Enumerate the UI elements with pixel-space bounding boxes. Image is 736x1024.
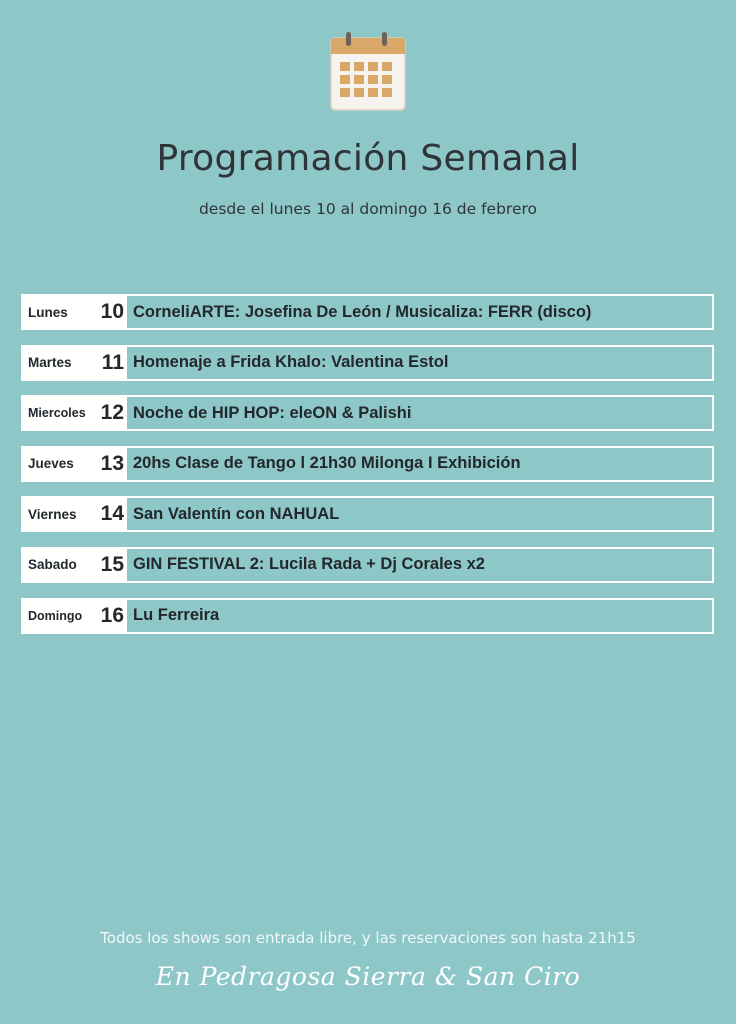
schedule-row-viernes [21, 496, 714, 532]
event-title: Noche de HIP HOP: eleON & Palishi [133, 403, 412, 422]
day-number: 15 [100, 552, 124, 576]
schedule-row-jueves [21, 446, 714, 482]
event-title: Lu Ferreira [133, 606, 220, 625]
day-number: 10 [100, 300, 124, 323]
schedule-row-martes [21, 345, 714, 381]
schedule-row-lunes [21, 294, 714, 330]
day-cell [23, 549, 127, 581]
day-name: Lunes [28, 304, 68, 320]
day-name: Domingo [28, 608, 83, 623]
day-name: Viernes [28, 506, 77, 522]
day-cell [23, 498, 127, 530]
day-number: 12 [100, 401, 124, 425]
venue-signature: En Pedragosa Sierra & San Ciro [155, 962, 581, 991]
day-name: Martes [28, 355, 72, 371]
day-cell [23, 448, 127, 480]
event-title: GIN FESTIVAL 2: Lucila Rada + Dj Corales x2 [133, 555, 485, 574]
day-number: 13 [100, 451, 124, 475]
schedule-row-domingo [21, 598, 714, 634]
day-number: 16 [100, 603, 124, 627]
day-cell [23, 600, 127, 632]
calendar-icon [328, 30, 408, 112]
schedule-row-sabado [21, 547, 714, 583]
day-cell [23, 296, 127, 328]
day-name: Miercoles [28, 406, 86, 421]
day-cell [23, 397, 127, 429]
event-title: CorneliARTE: Josefina De León / Musicaliza: FERR (disco) [133, 302, 592, 321]
day-name: Sabado [28, 557, 77, 573]
event-title: San Valentín con NAHUAL [133, 504, 340, 523]
event-title: Homenaje a Frida Khalo: Valentina Estol [133, 353, 449, 372]
footer-note: Todos los shows son entrada libre, y las reservaciones son hasta 21h15 [100, 929, 636, 947]
date-range: desde el lunes 10 al domingo 16 de febrero [198, 200, 538, 218]
event-title: 20hs Clase de Tango l 21h30 Milonga I Exhibición [133, 454, 521, 473]
page-title: Programación Semanal [156, 138, 580, 179]
day-number: 11 [101, 350, 124, 374]
day-number: 14 [100, 502, 124, 526]
day-name: Jueves [28, 456, 74, 472]
schedule-row-miercoles [21, 395, 714, 431]
schedule-list [21, 294, 714, 648]
day-cell [23, 347, 127, 379]
